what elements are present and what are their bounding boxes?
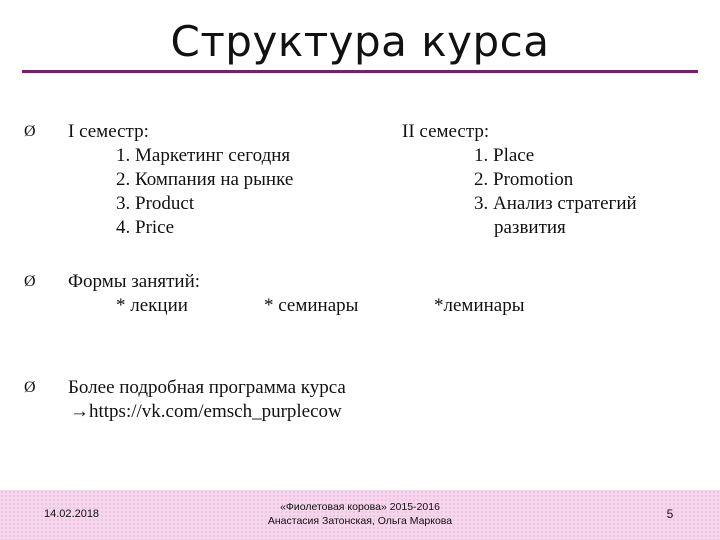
first-semester-item: 4. Price	[116, 217, 175, 238]
footer-credits	[230, 500, 490, 528]
bullet-arrow-icon: Ø	[24, 123, 36, 140]
first-semester-item: 1. Маркетинг сегодня	[116, 145, 291, 166]
form-item: * семинары	[264, 295, 359, 316]
second-semester-item: развития	[494, 217, 566, 238]
second-semester-item: 3. Анализ стратегий	[474, 193, 637, 214]
form-item: * лекции	[116, 295, 188, 316]
footer-date: 14.02.2018	[44, 508, 100, 520]
first-semester-label: I семестр:	[68, 121, 149, 142]
program-link[interactable]: →https://vk.com/emsch_purplecow	[70, 401, 342, 422]
footer-authors: Анастасия Затонская, Ольга Маркова	[267, 515, 453, 527]
second-semester-item: 1. Place	[474, 145, 535, 166]
slide-title: Структура курса	[170, 17, 550, 66]
first-semester-item: 3. Product	[116, 193, 195, 214]
program-label: Более подробная программа курса	[68, 377, 346, 398]
bullet-arrow-icon: Ø	[24, 273, 36, 290]
footer-course-name: «Фиолетовая корова» 2015-2016	[280, 501, 440, 513]
title-underline	[22, 70, 698, 73]
page-number: 5	[666, 507, 674, 521]
slide-footer	[0, 490, 720, 540]
second-semester-item: 2. Promotion	[474, 169, 574, 190]
second-semester-label: II семестр:	[402, 121, 490, 142]
first-semester-item: 2. Компания на рынке	[116, 169, 294, 190]
forms-label: Формы занятий:	[68, 271, 201, 292]
form-item: *леминары	[434, 295, 525, 316]
bullet-arrow-icon: Ø	[24, 379, 36, 396]
